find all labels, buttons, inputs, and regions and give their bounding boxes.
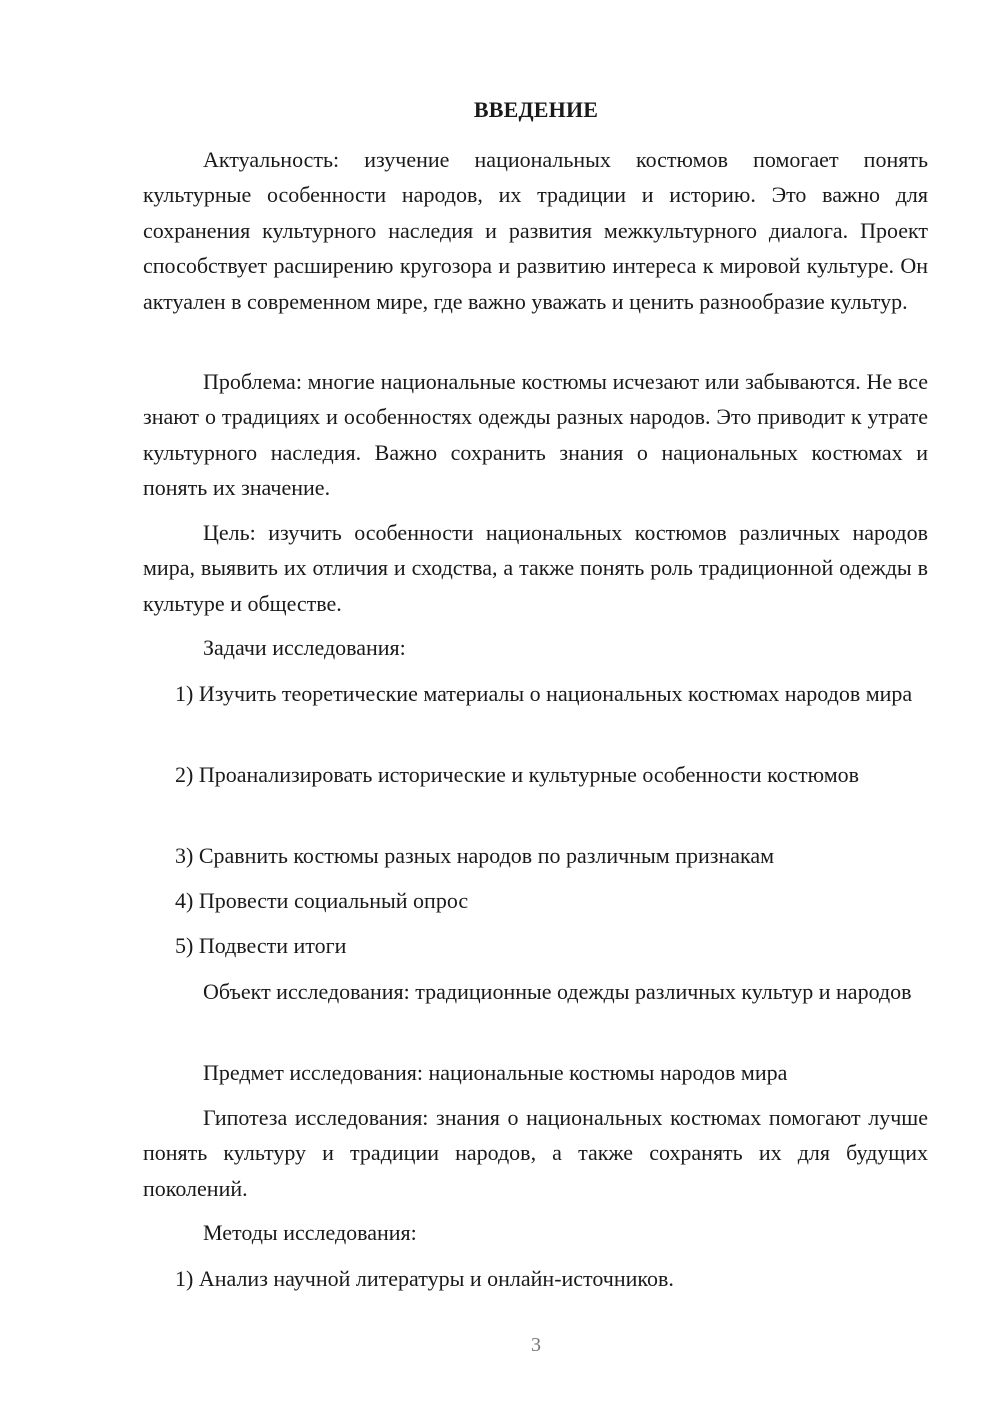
problem-paragraph: Проблема: многие национальные костюмы исчезают или забываются. Не все знают о традициях и особенностях одежды разных народов. Это приводит к утрате культурного наследия. Важно сохранить знания о национальных костюмах и понять их значение. (143, 369, 928, 501)
hypothesis-paragraph: Гипотеза исследования: знания о национальных костюмах помогают лучше понять культуру и традиции народов, а также сохранять их для будущих поколений. (143, 1105, 928, 1201)
task-item-3: 3) Сравнить костюмы разных народов по различным признакам (175, 843, 775, 868)
relevance-paragraph: Актуальность: изучение национальных костюмов помогает понять культурные особенности народов, их традиции и историю. Это важно для сохранения культурного наследия и развития межкультурного диалога. Проект способствует расширению кругозора и развитию интереса к мировой культуре. Он актуален в современном мире, где важно уважать и ценить разнообразие культур. (143, 147, 928, 314)
methods-heading: Методы исследования: (203, 1220, 417, 1245)
task-item-4: 4) Провести социальный опрос (175, 888, 469, 913)
goal-paragraph: Цель: изучить особенности национальных костюмов различных народов мира, выявить их отличия и сходства, а также понять роль традиционной одежды в культуре и обществе. (143, 520, 928, 616)
subject-paragraph: Предмет исследования: национальные костюмы народов мира (203, 1060, 788, 1085)
page-number: 3 (531, 1334, 541, 1356)
task-item-5: 5) Подвести итоги (175, 933, 347, 958)
task-item-2: 2) Проанализировать исторические и культурные особенности костюмов (175, 762, 860, 787)
task-item-1: 1) Изучить теоретические материалы о национальных костюмах народов мира (175, 681, 913, 706)
tasks-heading: Задачи исследования: (203, 635, 406, 660)
object-paragraph: Объект исследования: традиционные одежды различных культур и народов (203, 979, 912, 1004)
page-title: ВВЕДЕНИЕ (473, 97, 599, 122)
method-item-1: 1) Анализ научной литературы и онлайн-источников. (175, 1266, 674, 1291)
